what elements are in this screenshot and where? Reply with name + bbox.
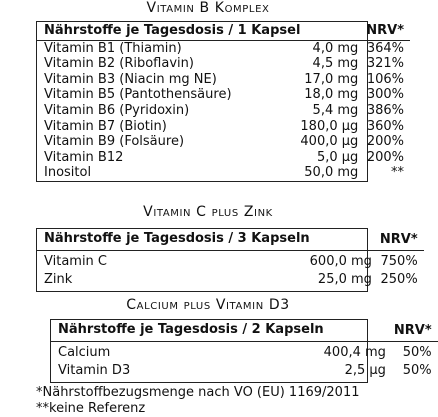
table-row <box>51 341 438 360</box>
table-row <box>37 103 410 119</box>
section-title-vitamin-c-zink: Vitamin C plus Zink <box>143 204 273 220</box>
header-label: Nährstoffe je Tagesdosis / 2 Kapseln <box>51 320 324 341</box>
nutrient-name: Vitamin B9 (Folsäure) <box>44 134 185 150</box>
nutrient-amount: 5,0 µg <box>316 149 359 165</box>
table-row <box>37 72 410 88</box>
nutrient-name: Vitamin B12 <box>44 149 124 165</box>
nutrient-nrv: 386% <box>366 102 405 118</box>
table-header <box>37 229 424 250</box>
header-nrv: NRV* <box>380 229 424 250</box>
nutrient-name: Calcium <box>58 344 111 360</box>
nutrient-amount: 400,4 mg <box>323 344 386 360</box>
table-row <box>37 87 410 103</box>
table-vitamin-b <box>36 21 405 182</box>
nutrient-amount: 17,0 mg <box>304 71 359 87</box>
table-row <box>37 134 410 150</box>
nutrient-name: Inositol <box>44 165 92 181</box>
table-header <box>51 320 438 341</box>
nutrient-amount: 180,0 µg <box>300 118 359 134</box>
nutrient-amount: 400,0 µg <box>300 134 359 150</box>
nutrient-name: Zink <box>44 272 73 288</box>
nutrient-name: Vitamin B7 (Biotin) <box>44 118 167 134</box>
nutrient-name: Vitamin C <box>44 253 108 269</box>
table-row <box>37 40 410 56</box>
nutrient-amount: 4,0 mg <box>312 40 359 56</box>
table-row <box>37 165 410 181</box>
header-nrv: NRV* <box>366 22 410 40</box>
nutrient-amount: 25,0 mg <box>317 272 372 288</box>
table-row <box>51 360 438 382</box>
section-title-vitamin-b: Vitamin B Komplex <box>146 0 270 16</box>
nutrient-nrv: 364% <box>366 40 405 56</box>
nutrient-name: Vitamin B1 (Thiamin) <box>44 40 182 56</box>
footnote-nrv: *Nährstoffbezugsmenge nach VO (EU) 1169/2011 <box>36 385 360 400</box>
table-row <box>37 250 424 269</box>
header-nrv: NRV* <box>394 320 438 341</box>
footnote-no-reference: **keine Referenz <box>36 401 146 416</box>
nutrient-nrv: 300% <box>366 87 405 103</box>
header-label: Nährstoffe je Tagesdosis / 1 Kapsel <box>37 22 300 40</box>
nutrient-nrv: 250% <box>380 272 418 288</box>
header-label: Nährstoffe je Tagesdosis / 3 Kapseln <box>37 229 310 250</box>
nutrient-name: Vitamin B3 (Niacin mg NE) <box>44 71 217 87</box>
nutrient-nrv: 50% <box>402 344 432 360</box>
nutrient-nrv: 200% <box>366 134 405 150</box>
nutrient-name: Vitamin B5 (Pantothensäure) <box>44 87 232 103</box>
nutrient-amount: 50,0 mg <box>304 165 359 181</box>
nutrient-nrv: 106% <box>366 71 405 87</box>
table-vitamin-c-zink <box>36 228 418 292</box>
nutrient-name: Vitamin B2 (Riboflavin) <box>44 56 194 72</box>
table-row <box>37 119 410 135</box>
section-title-calcium-d3: Calcium plus Vitamin D3 <box>126 297 290 313</box>
nutrient-nrv: ** <box>391 165 405 181</box>
nutrient-nrv: 200% <box>366 149 405 165</box>
table-row <box>37 150 410 166</box>
nutrient-amount: 4,5 mg <box>312 56 359 72</box>
nutrient-amount: 2,5 µg <box>344 363 386 379</box>
nutrient-nrv: 360% <box>366 118 405 134</box>
nutrient-amount: 600,0 mg <box>309 253 372 269</box>
nutrient-amount: 18,0 mg <box>304 87 359 103</box>
table-calcium-d3 <box>50 319 432 383</box>
nutrient-nrv: 750% <box>380 253 418 269</box>
table-header <box>37 22 410 40</box>
nutrient-name: Vitamin B6 (Pyridoxin) <box>44 102 190 118</box>
nutrient-nrv: 321% <box>366 56 405 72</box>
nutrient-amount: 5,4 mg <box>312 102 359 118</box>
table-row <box>37 56 410 72</box>
nutrient-nrv: 50% <box>402 363 432 379</box>
table-row <box>37 269 424 291</box>
nutrient-name: Vitamin D3 <box>58 363 131 379</box>
